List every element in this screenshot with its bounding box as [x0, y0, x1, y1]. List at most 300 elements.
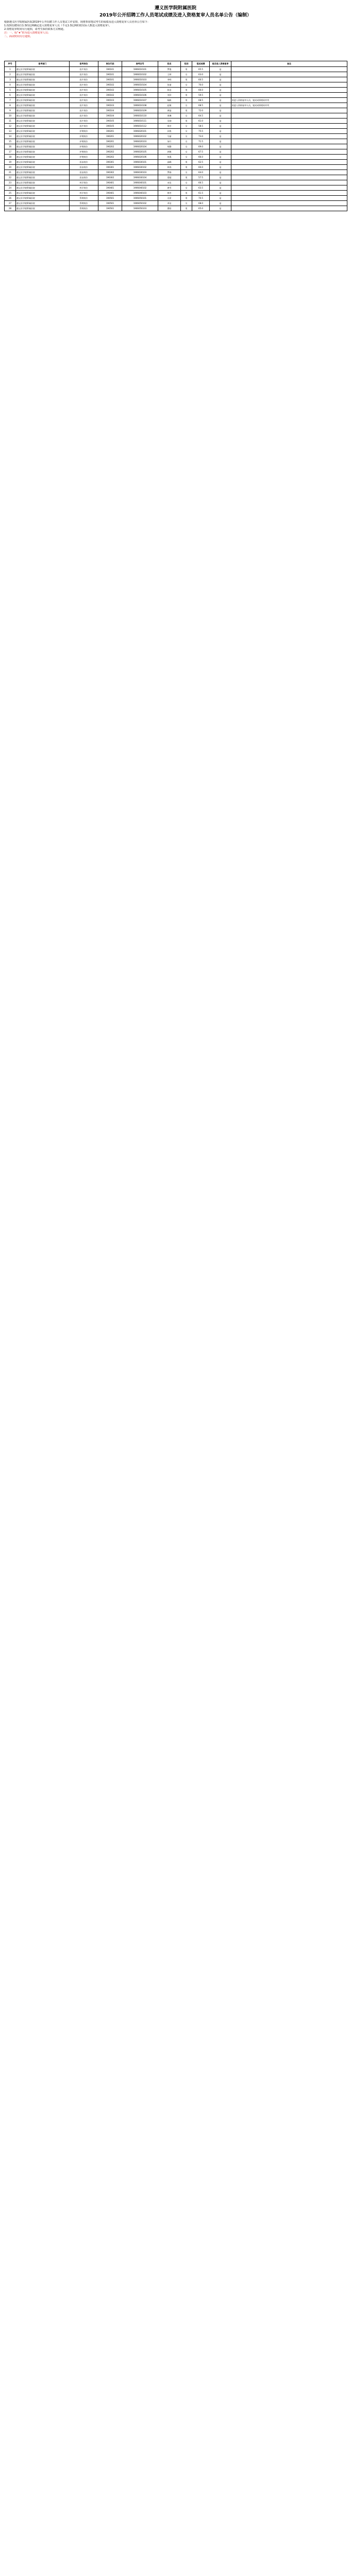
table-row: [5, 160, 347, 165]
table-cell: 男: [181, 98, 192, 103]
table-cell: 7: [5, 98, 16, 103]
intro-red-line: 注：一、标“★”的为进入资格复审人员；: [4, 31, 51, 35]
table-row: [5, 201, 347, 206]
table-cell: 1906010111: [122, 118, 158, 124]
table-cell: 女: [181, 72, 192, 77]
table-cell: [231, 139, 347, 144]
table-cell: 女: [181, 170, 192, 175]
table-cell: [231, 180, 347, 185]
table-cell: 女: [181, 82, 192, 88]
table-cell: [231, 185, 347, 191]
table-cell: 男: [181, 77, 192, 82]
table-cell: 66.0: [192, 88, 210, 93]
table-cell: 60.5: [192, 77, 210, 82]
table-cell: 1906010105: [122, 88, 158, 93]
table-body: [5, 67, 347, 211]
table-cell: 64.0: [192, 170, 210, 175]
table-cell: 是: [210, 165, 231, 170]
table-cell: 张丽: [158, 82, 181, 88]
table-cell: 190202: [98, 149, 122, 155]
table-cell: 医技岗位: [70, 175, 98, 180]
table-cell: 2: [5, 72, 16, 77]
table-cell: 67.5: [192, 149, 210, 155]
table-cell: 70.5: [192, 196, 210, 201]
table-cell: 190301: [98, 165, 122, 170]
table-cell: 罗俊: [158, 67, 181, 72]
header-cell: 序号: [5, 61, 16, 67]
table-cell: 60.0: [192, 165, 210, 170]
table-cell: 1906010108: [122, 103, 158, 108]
table-cell: 遵义医学院附属医院: [16, 113, 70, 118]
table-cell: 190401: [98, 185, 122, 191]
table-cell: [231, 149, 347, 155]
table-row: [5, 67, 347, 72]
table-cell: 管理岗位: [70, 196, 98, 201]
table-cell: 1906030103: [122, 170, 158, 175]
table-cell: 遵义医学院附属医院: [16, 108, 70, 113]
table-cell: 朱红: [158, 139, 181, 144]
table-cell: 14: [5, 134, 16, 139]
table-cell: 遵义医学院附属医院: [16, 160, 70, 165]
table-cell: 1906020103: [122, 139, 158, 144]
table-cell: 63.0: [192, 72, 210, 77]
table-cell: 护理岗位: [70, 149, 98, 155]
table-cell: [231, 118, 347, 124]
table-cell: 赵敏: [158, 103, 181, 108]
table-cell: [231, 129, 347, 134]
table-row: [5, 165, 347, 170]
table-cell: 3: [5, 77, 16, 82]
table-cell: 17: [5, 149, 16, 155]
table-cell: 遵义医学院附属医院: [16, 149, 70, 155]
table-cell: 是: [210, 201, 231, 206]
table-cell: 男: [181, 191, 192, 196]
table-cell: 遵义医学院附属医院: [16, 77, 70, 82]
table-cell: 58.5: [192, 124, 210, 129]
table-cell: 1906010110: [122, 113, 158, 118]
page-title-line1: 遵义医学院附属医院: [154, 6, 196, 11]
page-title-line2: 2019年公开招聘工作人员笔试成绩及进入资格复审人员名单公告（编制）: [99, 13, 252, 18]
table-cell: 20: [5, 165, 16, 170]
table-cell: [231, 191, 347, 196]
table-cell: 胡静: [158, 144, 181, 149]
table-cell: 黄磊: [158, 108, 181, 113]
table-cell: 1906030102: [122, 165, 158, 170]
table-row: [5, 155, 347, 160]
table-cell: 1906010107: [122, 98, 158, 103]
table-cell: 女: [181, 144, 192, 149]
table-cell: 医疗岗位: [70, 72, 98, 77]
table-row: [5, 170, 347, 175]
table-cell: 林涛: [158, 165, 181, 170]
table-cell: 马丽: [158, 134, 181, 139]
table-cell: [231, 196, 347, 201]
table-cell: 杨帆: [158, 98, 181, 103]
table-row: [5, 144, 347, 149]
table-cell: 吴刚: [158, 118, 181, 124]
table-cell: 1906050102: [122, 201, 158, 206]
table-cell: 女: [181, 129, 192, 134]
table-cell: 医疗岗位: [70, 124, 98, 129]
table-cell: 唐雪: [158, 185, 181, 191]
table-cell: 遵义医学院附属医院: [16, 139, 70, 144]
table-cell: 1906020105: [122, 149, 158, 155]
table-cell: 遵义医学院附属医院: [16, 72, 70, 77]
table-cell: 女: [181, 124, 192, 129]
table-cell: 男: [181, 196, 192, 201]
table-cell: 66.5: [192, 180, 210, 185]
table-cell: 22: [5, 175, 16, 180]
table-cell: 15: [5, 139, 16, 144]
table-cell: 是: [210, 67, 231, 72]
table-cell: 药学岗位: [70, 180, 98, 185]
table-row: [5, 82, 347, 88]
table-cell: 是: [210, 191, 231, 196]
table-cell: 是: [210, 129, 231, 134]
table-cell: 1906020104: [122, 144, 158, 149]
table-cell: 医技岗位: [70, 170, 98, 175]
table-cell: 5: [5, 88, 16, 93]
table-cell: 190104: [98, 108, 122, 113]
table-cell: 1906010103: [122, 77, 158, 82]
table-cell: 1906040101: [122, 180, 158, 185]
table-cell: 遵义医学院附属医院: [16, 165, 70, 170]
table-cell: 遵义医学院附属医院: [16, 144, 70, 149]
table-cell: 邓洁: [158, 201, 181, 206]
table-cell: 68.5: [192, 98, 210, 103]
table-cell: 护理岗位: [70, 134, 98, 139]
table-cell: 药学岗位: [70, 191, 98, 196]
table-cell: 是: [210, 185, 231, 191]
table-cell: 73.0: [192, 134, 210, 139]
table-row: [5, 77, 347, 82]
table-cell: 医疗岗位: [70, 67, 98, 72]
table-cell: 190302: [98, 175, 122, 180]
table-cell: 190201: [98, 139, 122, 144]
table-cell: 1906040103: [122, 191, 158, 196]
table-cell: 管理岗位: [70, 206, 98, 211]
table-cell: 72.0: [192, 108, 210, 113]
table-cell: 68.0: [192, 201, 210, 206]
table-cell: 男: [181, 165, 192, 170]
table-cell: 是: [210, 82, 231, 88]
table-cell: 曹阳: [158, 206, 181, 211]
table-cell: 医疗岗位: [70, 98, 98, 103]
table-cell: 女: [181, 139, 192, 144]
table-cell: [231, 201, 347, 206]
table-cell: 李明: [158, 77, 181, 82]
header-cell: 备注: [231, 61, 347, 67]
table-cell: 1906050101: [122, 196, 158, 201]
table-row: [5, 139, 347, 144]
table-row: [5, 124, 347, 129]
table-cell: 是: [210, 98, 231, 103]
table-cell: 遵义医学院附属医院: [16, 98, 70, 103]
table-cell: 1906010102: [122, 72, 158, 77]
table-row: [5, 113, 347, 118]
table-cell: 59.5: [192, 93, 210, 98]
table-cell: 190401: [98, 180, 122, 185]
table-cell: 遵义医学院附属医院: [16, 118, 70, 124]
table-cell: 是: [210, 72, 231, 77]
table-cell: 是: [210, 124, 231, 129]
table-cell: 男: [181, 93, 192, 98]
table-cell: 王婷: [158, 72, 181, 77]
table-cell: 周琳: [158, 113, 181, 118]
table-cell: 冯雷: [158, 196, 181, 201]
table-cell: 女: [181, 134, 192, 139]
table-cell: 190501: [98, 201, 122, 206]
table-cell: 何燕: [158, 155, 181, 160]
table-cell: 是: [210, 180, 231, 185]
table-cell: 68.5: [192, 103, 210, 108]
table-cell: 190103: [98, 103, 122, 108]
table-cell: 21: [5, 170, 16, 175]
table-cell: 1906020102: [122, 134, 158, 139]
table-cell: 是: [210, 160, 231, 165]
table-row: [5, 180, 347, 185]
header-cell: 报考岗位: [70, 61, 98, 67]
table-cell: 医疗岗位: [70, 77, 98, 82]
table-cell: 护理岗位: [70, 129, 98, 134]
table-cell: 66.0: [192, 155, 210, 160]
header-cell: 笔试成绩: [192, 61, 210, 67]
table-cell: 是: [210, 118, 231, 124]
table-cell: [231, 77, 347, 82]
table-cell: 190103: [98, 98, 122, 103]
table-cell: 郭敏: [158, 149, 181, 155]
table-cell: 16: [5, 144, 16, 149]
table-cell: [231, 108, 347, 113]
table-cell: 男: [181, 118, 192, 124]
table-cell: 1: [5, 67, 16, 72]
table-cell: 1906040102: [122, 185, 158, 191]
table-cell: 190102: [98, 88, 122, 93]
table-cell: 65.0: [192, 206, 210, 211]
table-cell: 190501: [98, 206, 122, 211]
table-cell: [231, 160, 347, 165]
table-cell: [231, 206, 347, 211]
table-cell: 190102: [98, 82, 122, 88]
table-cell: 190105: [98, 118, 122, 124]
table-cell: [231, 165, 347, 170]
table-cell: 遵义医学院附属医院: [16, 196, 70, 201]
table-row: [5, 72, 347, 77]
table-cell: 男: [181, 88, 192, 93]
table-row: [5, 191, 347, 196]
table-cell: 遵义医学院附属医院: [16, 129, 70, 134]
table-cell: 24: [5, 185, 16, 191]
table-row: [5, 93, 347, 98]
table-cell: 孙悦: [158, 129, 181, 134]
table-cell: 190202: [98, 144, 122, 149]
table-row: [5, 118, 347, 124]
table-cell: 1906050103: [122, 206, 158, 211]
table-cell: 韩冬: [158, 191, 181, 196]
table-cell: [231, 72, 347, 77]
table-cell: 罗娟: [158, 170, 181, 175]
table-row: [5, 98, 347, 103]
table-cell: 9: [5, 108, 16, 113]
table-cell: 1906010104: [122, 82, 158, 88]
table-cell: 男: [181, 160, 192, 165]
table-cell: 护理岗位: [70, 155, 98, 160]
table-cell: 管理岗位: [70, 201, 98, 206]
table-cell: [231, 124, 347, 129]
table-cell: 26: [5, 196, 16, 201]
table-cell: 梁超: [158, 175, 181, 180]
table-cell: 69.0: [192, 144, 210, 149]
table-cell: 医疗岗位: [70, 108, 98, 113]
table-cell: 遵义医学院附属医院: [16, 191, 70, 196]
table-cell: 遵义医学院附属医院: [16, 134, 70, 139]
table-cell: 61.0: [192, 118, 210, 124]
table-cell: 遵义医学院附属医院: [16, 206, 70, 211]
results-table: [4, 61, 347, 211]
table-cell: 1906010109: [122, 108, 158, 113]
table-cell: 药学岗位: [70, 185, 98, 191]
table-cell: 190501: [98, 196, 122, 201]
header-cell: 准考证号: [122, 61, 158, 67]
table-cell: 拟进入资格复审人员，笔试成绩相同并列: [231, 103, 347, 108]
table-cell: 女: [181, 201, 192, 206]
table-cell: [231, 134, 347, 139]
table-cell: 是: [210, 170, 231, 175]
table-cell: 190301: [98, 160, 122, 165]
table-cell: 医技岗位: [70, 165, 98, 170]
table-cell: 1906020101: [122, 129, 158, 134]
table-cell: 高峰: [158, 160, 181, 165]
table-cell: 郑芳: [158, 124, 181, 129]
table-cell: 是: [210, 206, 231, 211]
table-cell: 医疗岗位: [70, 113, 98, 118]
table-cell: 12: [5, 124, 16, 129]
table-cell: 是: [210, 175, 231, 180]
table-cell: 遵义医学院附属医院: [16, 124, 70, 129]
table-cell: 护理岗位: [70, 139, 98, 144]
table-cell: 医疗岗位: [70, 93, 98, 98]
table-row: [5, 108, 347, 113]
table-cell: [231, 88, 347, 93]
table-row: [5, 206, 347, 211]
table-cell: 遵义医学院附属医院: [16, 155, 70, 160]
table-cell: 女: [181, 103, 192, 108]
intro: [4, 21, 347, 39]
table-row: [5, 134, 347, 139]
table-cell: 医疗岗位: [70, 103, 98, 108]
table-row: [5, 149, 347, 155]
intro-red-line: 二、面试时间另行通知。: [4, 35, 33, 38]
table-cell: 190101: [98, 67, 122, 72]
table-cell: [231, 155, 347, 160]
intro-line: 1.按照招聘岗位1:3的比例确定进入资格复审人员（不足1:3比例的按实际人数进入资格复审）。: [4, 24, 112, 27]
table-cell: 190201: [98, 129, 122, 134]
table-cell: 遵义医学院附属医院: [16, 180, 70, 185]
header-cell: 是否进入资格复审: [210, 61, 231, 67]
table-row: [5, 196, 347, 201]
table-cell: 遵义医学院附属医院: [16, 201, 70, 206]
table-cell: 10: [5, 113, 16, 118]
table-cell: [231, 170, 347, 175]
table-cell: 是: [210, 155, 231, 160]
table-cell: 1906010106: [122, 93, 158, 98]
table-cell: 63.5: [192, 185, 210, 191]
table-cell: 是: [210, 93, 231, 98]
table-cell: [231, 113, 347, 118]
table-cell: 190202: [98, 155, 122, 160]
table-cell: 190401: [98, 191, 122, 196]
table-cell: [231, 144, 347, 149]
table-cell: 男: [181, 206, 192, 211]
table-cell: 64.5: [192, 113, 210, 118]
table-cell: 女: [181, 113, 192, 118]
table-cell: 遵义医学院附属医院: [16, 82, 70, 88]
table-cell: 23: [5, 180, 16, 185]
table-cell: 是: [210, 108, 231, 113]
table-header-row: [5, 61, 347, 67]
intro-line: 根据遵义医学院附属医院2019年公开招聘工作人员笔试工作安排，现将参加笔试考生的成绩及进入资格复审人员名单公告如下：: [4, 21, 150, 24]
table-cell: 是: [210, 77, 231, 82]
table-cell: 70.0: [192, 82, 210, 88]
table-cell: [231, 93, 347, 98]
table-cell: 男: [181, 108, 192, 113]
table-cell: 宋佳: [158, 180, 181, 185]
table-cell: 4: [5, 82, 16, 88]
table-cell: 57.5: [192, 175, 210, 180]
table-cell: 6: [5, 93, 16, 98]
table-cell: 医疗岗位: [70, 82, 98, 88]
intro-line: 2.资格复审时间另行通知，请考生保持联系方式畅通。: [4, 28, 66, 31]
table-cell: 遵义医学院附属医院: [16, 93, 70, 98]
table-cell: 13: [5, 129, 16, 134]
table-cell: [231, 175, 347, 180]
table-cell: 女: [181, 180, 192, 185]
table-cell: 71.5: [192, 139, 210, 144]
table-cell: 遵义医学院附属医院: [16, 67, 70, 72]
table-cell: 是: [210, 139, 231, 144]
table-cell: 190102: [98, 93, 122, 98]
table-cell: 遵义医学院附属医院: [16, 170, 70, 175]
table-row: [5, 175, 347, 180]
table-cell: 190201: [98, 134, 122, 139]
table-cell: 是: [210, 149, 231, 155]
table-cell: 遵义医学院附属医院: [16, 103, 70, 108]
table-cell: 医疗岗位: [70, 118, 98, 124]
table-cell: 11: [5, 118, 16, 124]
table-cell: 遵义医学院附属医院: [16, 185, 70, 191]
table-cell: [231, 82, 347, 88]
table-cell: 190101: [98, 77, 122, 82]
table-cell: 刘洋: [158, 93, 181, 98]
table-cell: 190302: [98, 170, 122, 175]
table-cell: 陈浩: [158, 88, 181, 93]
table-cell: 女: [181, 155, 192, 160]
table-cell: 25: [5, 191, 16, 196]
table-cell: 27: [5, 201, 16, 206]
table-cell: 是: [210, 88, 231, 93]
table-cell: 1906030101: [122, 160, 158, 165]
table-cell: 190105: [98, 124, 122, 129]
table-cell: 65.5: [192, 67, 210, 72]
table-cell: [231, 67, 347, 72]
table-cell: 19: [5, 160, 16, 165]
table-cell: 28: [5, 206, 16, 211]
table-cell: 是: [210, 113, 231, 118]
table-cell: 1906010112: [122, 124, 158, 129]
table-cell: 护理岗位: [70, 144, 98, 149]
table-cell: 18: [5, 155, 16, 160]
table-row: [5, 185, 347, 191]
